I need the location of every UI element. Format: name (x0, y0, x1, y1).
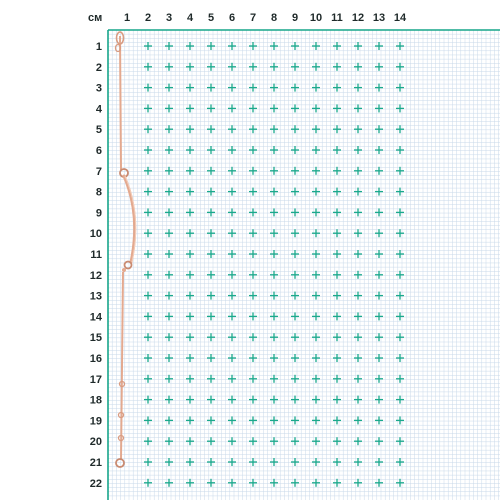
row-label: 16 (89, 353, 102, 365)
row-label: 22 (89, 477, 102, 490)
row-label: 5 (95, 124, 102, 137)
column-label: 13 (372, 12, 386, 24)
row-label: 3 (95, 82, 102, 95)
row-label: 6 (95, 145, 102, 157)
row-label: 19 (89, 415, 102, 428)
row-label: 18 (89, 394, 102, 407)
column-label: 12 (351, 12, 365, 24)
column-label: 10 (309, 12, 323, 24)
row-label: 2 (95, 61, 102, 74)
row-label: 20 (89, 436, 102, 449)
column-label: 14 (393, 12, 407, 24)
column-label: 3 (165, 12, 173, 24)
row-label: 17 (89, 373, 102, 386)
column-label: 6 (228, 12, 236, 24)
column-label: 1 (123, 12, 131, 24)
column-label: 9 (291, 12, 299, 24)
row-label: 7 (95, 165, 102, 178)
row-label: 21 (89, 457, 102, 469)
column-label: 4 (186, 12, 194, 24)
column-label: 5 (207, 12, 215, 24)
row-label: 12 (89, 269, 102, 282)
column-label: 11 (331, 12, 343, 24)
column-label: 8 (270, 12, 278, 24)
row-label: 4 (95, 103, 102, 116)
row-label: 15 (89, 332, 102, 345)
column-label: 2 (144, 12, 152, 24)
row-label: 11 (90, 249, 102, 261)
row-label: 14 (89, 311, 102, 324)
row-label: 13 (89, 290, 102, 303)
row-label: 1 (95, 41, 102, 53)
column-label: 7 (249, 12, 257, 24)
row-label: 8 (95, 186, 102, 199)
unit-label: см (88, 12, 103, 24)
row-label: 10 (89, 228, 102, 241)
row-label: 9 (95, 207, 102, 220)
